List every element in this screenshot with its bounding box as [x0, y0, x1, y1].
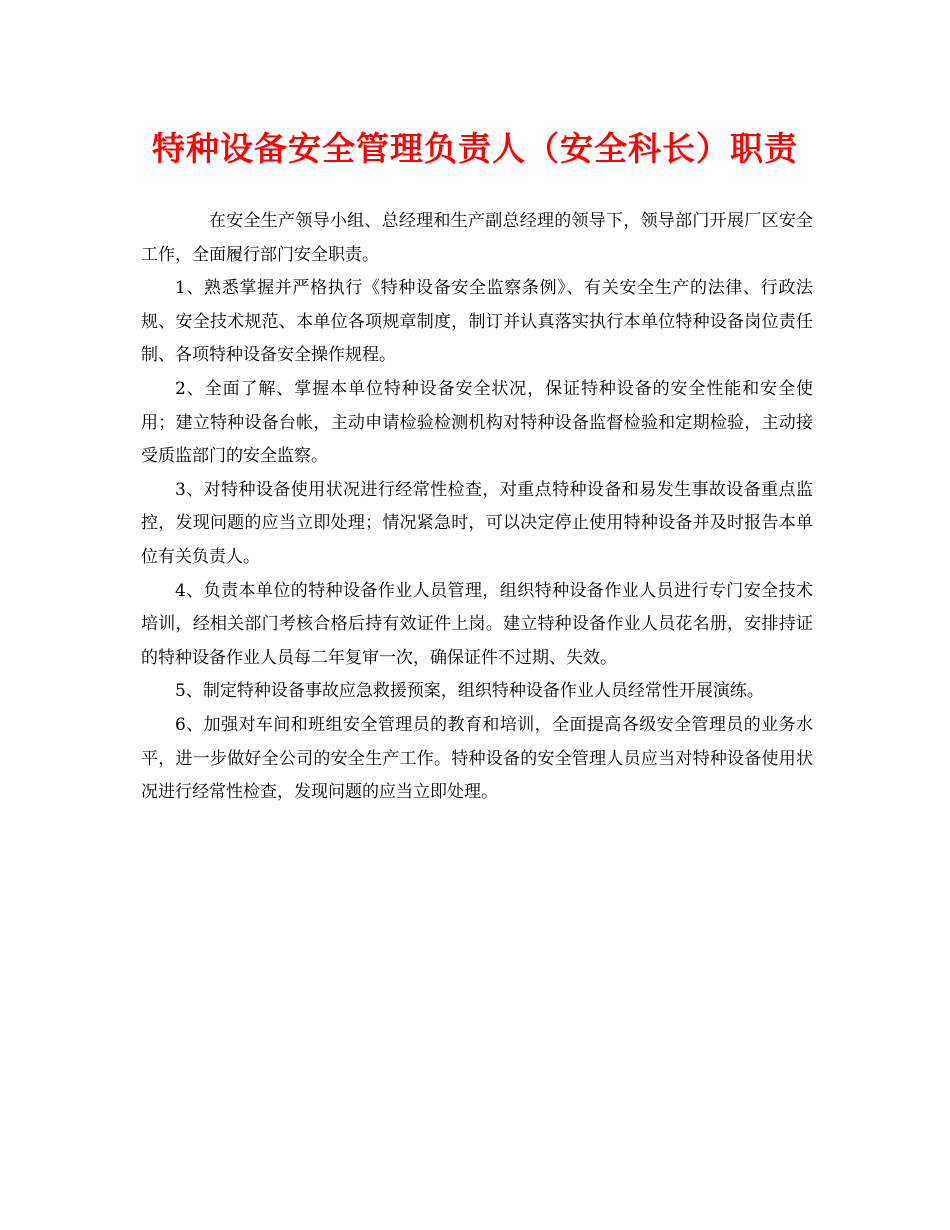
- intro-paragraph: 在安全生产领导小组、总经理和生产副总经理的领导下，领导部门开展厂区安全工作，全面履行部门安全职责。: [141, 211, 813, 265]
- document-title: 特种设备安全管理负责人（安全科长）职责: [152, 129, 798, 168]
- duty-item-2: 2、全面了解、掌握本单位特种设备安全状况，保证特种设备的安全性能和安全使用；建立特种设备台帐，主动申请检验检测机构对特种设备监督检验和定期检验，主动接受质监部门的安全监察。: [141, 378, 813, 467]
- document-body: [141, 205, 813, 810]
- duty-item-5: 5、制定特种设备事故应急救援预案，组织特种设备作业人员经常性开展演练。: [175, 681, 764, 702]
- duty-item-4: 4、负责本单位的特种设备作业人员管理，组织特种设备作业人员进行专门安全技术培训，经相关部门考核合格后持有效证件上岗。建立特种设备作业人员花名册，安排持证的特种设备作业人员每二年复审一次，确保证件不过期、失效。: [141, 580, 813, 668]
- duty-item-6: 6、加强对车间和班组安全管理员的教育和培训，全面提高各级安全管理员的业务水平，进一步做好全公司的安全生产工作。特种设备的安全管理人员应当对特种设备使用状况进行经常性检查，发现问题的应当立即处理。: [141, 714, 813, 803]
- duty-item-3: 3、对特种设备使用状况进行经常性检查，对重点特种设备和易发生事故设备重点监控，发现问题的应当立即处理；情况紧急时，可以决定停止使用特种设备并及时报告本单位有关负责人。: [141, 479, 813, 567]
- duty-item-1: 1、熟悉掌握并严格执行《特种设备安全监察条例》、有关安全生产的法律、行政法规、安全技术规范、本单位各项规章制度，制订并认真落实执行本单位特种设备岗位责任制、各项特种设备安全操作规程。: [141, 278, 813, 366]
